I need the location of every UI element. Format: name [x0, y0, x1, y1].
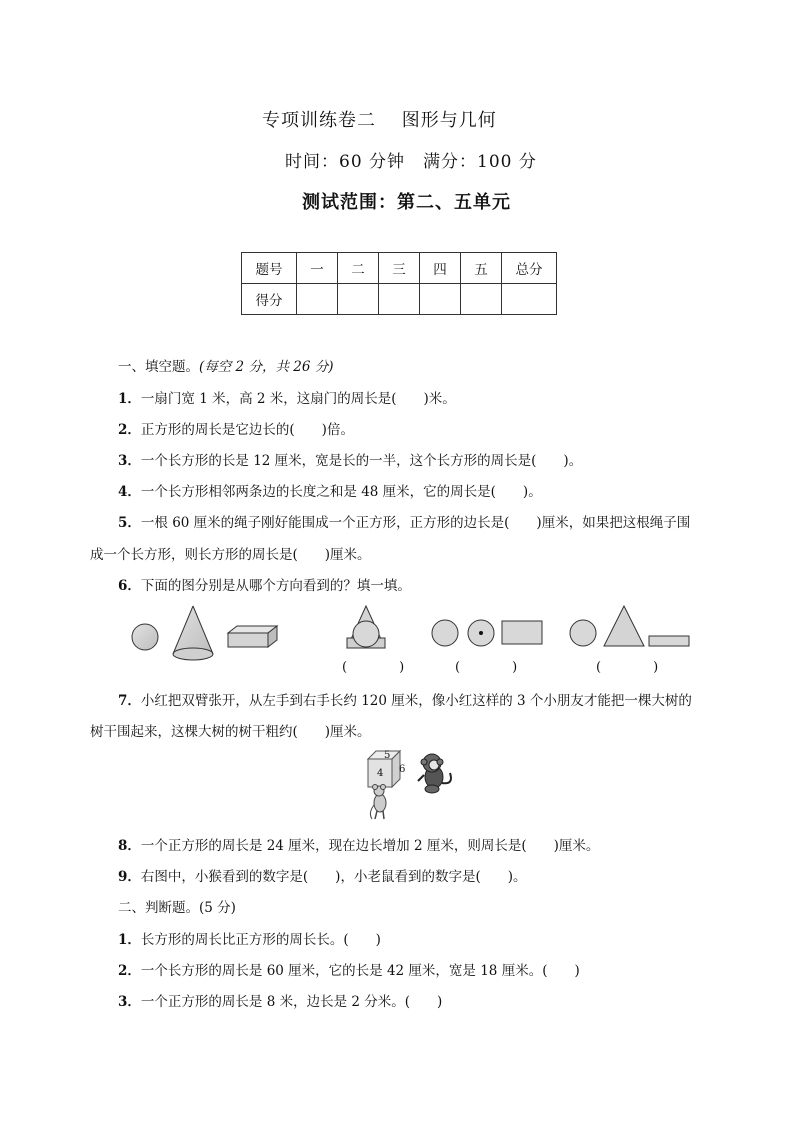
score-table-cell: 二	[338, 253, 379, 284]
score-table-cell: 三	[379, 253, 420, 284]
score-blank-cell[interactable]	[420, 284, 461, 315]
question-5	[118, 511, 690, 531]
question-1	[118, 387, 456, 407]
question-8	[118, 834, 599, 854]
question-text: 一根 60 厘米的绳子刚好能围成一个正方形，正方形的边长是( )厘米，如果把这根绳子围	[140, 515, 691, 531]
question-number: 8．	[118, 838, 141, 854]
section1-note: (每空 2 分，共 26 分)	[199, 359, 334, 375]
score-table-cell: 题号	[242, 253, 297, 284]
cone-shape	[173, 606, 213, 660]
test-scope: 测试范围：第二、五单元	[302, 192, 511, 213]
question-text: 一个长方形的周长是 60 厘米，它的长是 42 厘米，宽是 18 厘米。( )	[140, 963, 580, 979]
time-score-line: 时间：60 分钟 满分：100 分	[285, 152, 537, 172]
score-table-cell: 得分	[242, 284, 297, 315]
view-group-1	[347, 606, 385, 648]
question-3	[118, 449, 582, 469]
q6-answer-blank-2[interactable]: ( )	[455, 660, 518, 675]
score-blank-cell[interactable]	[338, 284, 379, 315]
question-7	[118, 689, 692, 709]
section2-title: 二、判断题。	[118, 900, 199, 916]
mouse-figure	[370, 785, 386, 820]
question-text: 一个长方形相邻两条边的长度之和是 48 厘米，它的周长是( )。	[140, 484, 542, 500]
question-number: 2．	[118, 963, 141, 979]
question-4	[118, 480, 542, 500]
question-text: 下面的图分别是从哪个方向看到的？填一填。	[140, 578, 411, 594]
section1-title: 一、填空题。	[118, 359, 199, 375]
question-number: 5．	[118, 515, 141, 531]
cube-animals-illustration	[362, 745, 462, 823]
question-5-continuation: 成一个长方形，则长方形的周长是( )厘米。	[90, 547, 371, 563]
question-number: 9．	[118, 869, 141, 885]
question-text: 一个长方形的长是 12 厘米，宽是长的一半，这个长方形的周长是( )。	[140, 453, 583, 469]
question-text: 一扇门宽 1 米，高 2 米，这扇门的周长是( )米。	[140, 391, 456, 407]
question-text: 一个正方形的周长是 8 米，边长是 2 分米。( )	[140, 994, 443, 1010]
question-text: 长方形的周长比正方形的周长长。( )	[140, 932, 381, 948]
cuboid-shape	[228, 626, 277, 647]
question-6	[118, 574, 411, 594]
monkey-figure	[418, 754, 451, 793]
q6-answer-blank-3[interactable]: ( )	[596, 660, 659, 675]
section2-note: (5 分)	[199, 900, 236, 916]
score-blank-cell[interactable]	[297, 284, 338, 315]
sphere-shape	[132, 624, 158, 650]
cube-face-front: 4	[377, 768, 384, 779]
question-number: 4．	[118, 484, 141, 500]
score-table-cell: 一	[297, 253, 338, 284]
score-blank-cell[interactable]	[379, 284, 420, 315]
score-table	[241, 252, 557, 315]
cube-face-top: 5	[384, 750, 391, 761]
question-number: 2．	[118, 422, 141, 438]
question-text: 一个正方形的周长是 24 厘米，现在边长增加 2 厘米，则周长是( )厘米。	[140, 838, 600, 854]
score-table-cell: 四	[420, 253, 461, 284]
page-title: 专项训练卷二 图形与几何	[262, 110, 497, 131]
question-text: 右图中，小猴看到的数字是( )，小老鼠看到的数字是( )。	[140, 869, 527, 885]
judge-question-2	[118, 959, 580, 979]
question-number: 1．	[118, 391, 141, 407]
cube-face-side: 6	[399, 764, 406, 775]
score-table-score-row	[242, 284, 557, 315]
question-9	[118, 865, 526, 885]
question-number: 3．	[118, 994, 141, 1010]
score-blank-cell[interactable]	[461, 284, 502, 315]
question-text: 正方形的周长是它边长的( )倍。	[140, 422, 354, 438]
score-table-cell: 总分	[502, 253, 557, 284]
question-number: 6．	[118, 578, 141, 594]
question-number: 3．	[118, 453, 141, 469]
score-table-cell: 五	[461, 253, 502, 284]
question-2	[118, 418, 354, 438]
judge-question-1	[118, 928, 381, 948]
score-blank-cell[interactable]	[502, 284, 557, 315]
view-group-2	[432, 620, 542, 646]
question-text: 小红把双臂张开，从左手到右手长约 120 厘米，像小红这样的 3 个小朋友才能把一棵大树的	[140, 693, 692, 709]
question-number: 7．	[118, 693, 141, 709]
view-group-3	[570, 606, 689, 646]
section2-heading	[118, 896, 236, 916]
q6-answer-blank-1[interactable]: ( )	[342, 660, 405, 675]
question-7-continuation: 树干围起来，这棵大树的树干粗约( )厘米。	[90, 724, 371, 740]
judge-question-3	[118, 990, 442, 1010]
section1-heading	[118, 355, 333, 375]
score-table-header-row	[242, 253, 557, 284]
question-number: 1．	[118, 932, 141, 948]
